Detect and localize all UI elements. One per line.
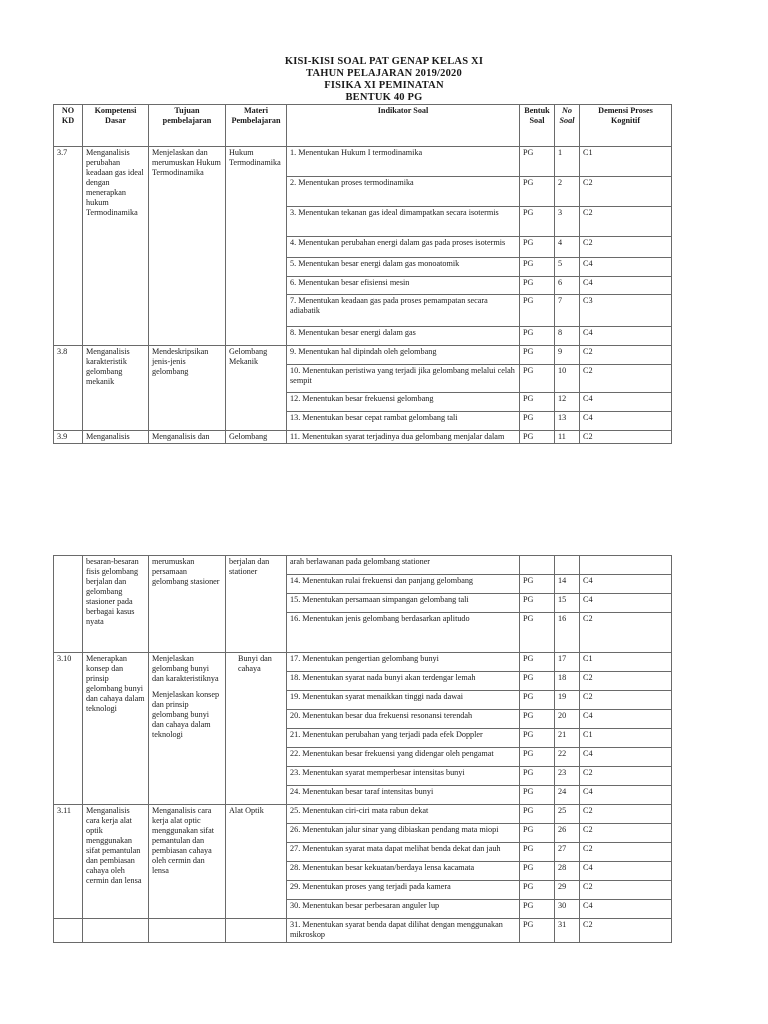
- header-indikator: Indikator Soal: [287, 105, 520, 147]
- table-row: [54, 805, 672, 824]
- kd-number: [54, 556, 83, 653]
- dimensi-cell: C4: [580, 748, 672, 767]
- bentuk-cell: PG: [520, 710, 555, 729]
- dimensi-cell: C2: [580, 767, 672, 786]
- dimensi-cell: C2: [580, 805, 672, 824]
- indikator-cell: 31. Menentukan syarat benda dapat dilihat dengan menggunakan mikroskop: [287, 919, 520, 943]
- no-soal-cell: 31: [555, 919, 580, 943]
- kisi-table-page-1: [53, 104, 672, 444]
- title-line-2: TAHUN PELAJARAN 2019/2020: [306, 68, 462, 79]
- indikator-cell: 8. Menentukan besar energi dalam gas: [287, 327, 520, 346]
- header-no-kd: NO KD: [54, 105, 83, 147]
- indikator-cell: 5. Menentukan besar energi dalam gas monoatomik: [287, 258, 520, 277]
- no-soal-cell: 14: [555, 575, 580, 594]
- bentuk-cell: PG: [520, 147, 555, 177]
- dimensi-cell: C2: [580, 881, 672, 900]
- no-soal-cell: 22: [555, 748, 580, 767]
- bentuk-cell: PG: [520, 594, 555, 613]
- no-soal-cell: 12: [555, 393, 580, 412]
- indikator-cell: 6. Menentukan besar efisiensi mesin: [287, 277, 520, 295]
- kompetensi-cell: besaran-besaran fisis gelombang berjalan dan gelombang stasioner pada berbagai kasus nyata: [83, 556, 149, 653]
- bentuk-cell: PG: [520, 258, 555, 277]
- bentuk-cell: PG: [520, 824, 555, 843]
- tujuan-cell: [149, 919, 226, 943]
- bentuk-cell: PG: [520, 900, 555, 919]
- kompetensi-cell: Menganalisis: [83, 431, 149, 444]
- dimensi-cell: C4: [580, 710, 672, 729]
- tujuan-text-2: Menjelaskan konsep dan prinsip gelombang bunyi dan cahaya dalam teknologi: [152, 690, 220, 739]
- indikator-cell: 1. Menentukan Hukum I termodinamika: [287, 147, 520, 177]
- dimensi-cell: C4: [580, 594, 672, 613]
- tujuan-text-1: Menjelaskan gelombang bunyi dan karakteristiknya: [152, 654, 219, 683]
- dimensi-cell: C4: [580, 862, 672, 881]
- materi-cell: Gelombang Mekanik: [226, 346, 287, 431]
- no-soal-cell: 25: [555, 805, 580, 824]
- bentuk-cell: PG: [520, 672, 555, 691]
- dimensi-cell: C2: [580, 431, 672, 444]
- indikator-cell: 28. Menentukan besar kekuatan/berdaya lensa kacamata: [287, 862, 520, 881]
- bentuk-cell: PG: [520, 177, 555, 207]
- indikator-cell: arah berlawanan pada gelombang stationer: [287, 556, 520, 575]
- indikator-cell: 7. Menentukan keadaan gas pada proses pemampatan secara adiabatik: [287, 295, 520, 327]
- materi-cell: berjalan dan stationer: [226, 556, 287, 653]
- indikator-cell: 4. Menentukan perubahan energi dalam gas pada proses isotermis: [287, 237, 520, 258]
- tujuan-cell: Menjelaskan dan merumuskan Hukum Termodinamika: [149, 147, 226, 346]
- no-soal-cell: 7: [555, 295, 580, 327]
- indikator-cell: 23. Menentukan syarat memperbesar intensitas bunyi: [287, 767, 520, 786]
- bentuk-cell: PG: [520, 431, 555, 444]
- tujuan-cell: Menganalisis dan: [149, 431, 226, 444]
- kompetensi-cell: Menganalisis cara kerja alat optik menggunakan sifat pemantulan dan pembiasan cahaya oleh cermin dan lensa: [83, 805, 149, 919]
- dimensi-cell: C4: [580, 900, 672, 919]
- dimensi-cell: C2: [580, 613, 672, 653]
- materi-cell: Bunyi dan cahaya: [226, 653, 287, 805]
- title-line-3: FISIKA XI PEMINATAN: [324, 80, 444, 91]
- materi-cell: Alat Optik: [226, 805, 287, 919]
- bentuk-cell: PG: [520, 786, 555, 805]
- indikator-cell: 2. Menentukan proses termodinamika: [287, 177, 520, 207]
- bentuk-cell: [520, 556, 555, 575]
- no-soal-cell: 6: [555, 277, 580, 295]
- materi-cell: Hukum Termodinamika: [226, 147, 287, 346]
- indikator-cell: 14. Menentukan rulai frekuensi dan panjang gelombang: [287, 575, 520, 594]
- bentuk-cell: PG: [520, 767, 555, 786]
- tujuan-cell: merumuskan persamaan gelombang stasioner: [149, 556, 226, 653]
- no-soal-cell: 18: [555, 672, 580, 691]
- header-no-soal: No Soal: [555, 105, 580, 147]
- kd-number: [54, 919, 83, 943]
- indikator-cell: 15. Menentukan persamaan simpangan gelombang tali: [287, 594, 520, 613]
- indikator-cell: 9. Menentukan hal dipindah oleh gelombang: [287, 346, 520, 365]
- bentuk-cell: PG: [520, 729, 555, 748]
- no-soal-cell: 23: [555, 767, 580, 786]
- no-soal-cell: 19: [555, 691, 580, 710]
- table-row: [54, 919, 672, 943]
- no-soal-cell: 21: [555, 729, 580, 748]
- kd-number: 3.10: [54, 653, 83, 805]
- kompetensi-cell: [83, 919, 149, 943]
- indikator-cell: 18. Menentukan syarat nada bunyi akan terdengar lemah: [287, 672, 520, 691]
- dimensi-cell: C2: [580, 919, 672, 943]
- bentuk-cell: PG: [520, 277, 555, 295]
- no-soal-cell: 10: [555, 365, 580, 393]
- bentuk-cell: PG: [520, 346, 555, 365]
- bentuk-cell: PG: [520, 207, 555, 237]
- no-soal-cell: 27: [555, 843, 580, 862]
- table-row: [54, 556, 672, 575]
- no-soal-cell: 3: [555, 207, 580, 237]
- dimensi-cell: C2: [580, 365, 672, 393]
- materi-cell: Gelombang: [226, 431, 287, 444]
- indikator-cell: 21. Menentukan perubahan yang terjadi pada efek Doppler: [287, 729, 520, 748]
- dimensi-cell: C2: [580, 237, 672, 258]
- table-row: [54, 147, 672, 177]
- dimensi-cell: C2: [580, 672, 672, 691]
- kd-number: 3.8: [54, 346, 83, 431]
- kompetensi-cell: Menganalisis karakteristik gelombang mekanik: [83, 346, 149, 431]
- table-header-row: [54, 105, 672, 147]
- bentuk-cell: PG: [520, 412, 555, 431]
- title-line-1: KISI-KISI SOAL PAT GENAP KELAS XI: [284, 56, 484, 67]
- indikator-cell: 11. Menentukan syarat terjadinya dua gelombang menjalar dalam: [287, 431, 520, 444]
- no-soal-cell: 13: [555, 412, 580, 431]
- kd-number: 3.11: [54, 805, 83, 919]
- bentuk-cell: PG: [520, 862, 555, 881]
- bentuk-cell: PG: [520, 613, 555, 653]
- bentuk-cell: PG: [520, 691, 555, 710]
- indikator-cell: 20. Menentukan besar dua frekuensi resonansi terendah: [287, 710, 520, 729]
- dimensi-cell: C1: [580, 147, 672, 177]
- dimensi-cell: [580, 556, 672, 575]
- bentuk-cell: PG: [520, 748, 555, 767]
- no-soal-cell: 8: [555, 327, 580, 346]
- bentuk-cell: PG: [520, 237, 555, 258]
- indikator-cell: 22. Menentukan besar frekuensi yang didengar oleh pengamat: [287, 748, 520, 767]
- dimensi-cell: C4: [580, 786, 672, 805]
- indikator-cell: 24. Menentukan besar taraf intensitas bunyi: [287, 786, 520, 805]
- kd-number: 3.7: [54, 147, 83, 346]
- no-soal-cell: [555, 556, 580, 575]
- bentuk-cell: PG: [520, 365, 555, 393]
- dimensi-cell: C4: [580, 327, 672, 346]
- tujuan-cell: Menganalisis cara kerja alat optic menggunakan sifat pemantulan dan pembiasan cahaya oleh cermin dan lensa: [149, 805, 226, 919]
- no-soal-cell: 11: [555, 431, 580, 444]
- table-row: [54, 431, 672, 444]
- bentuk-cell: PG: [520, 805, 555, 824]
- dimensi-cell: C4: [580, 412, 672, 431]
- table-row: [54, 346, 672, 365]
- title-line-4: BENTUK 40 PG: [345, 92, 423, 103]
- bentuk-cell: PG: [520, 653, 555, 672]
- dimensi-cell: C2: [580, 177, 672, 207]
- dimensi-cell: C4: [580, 277, 672, 295]
- dimensi-cell: C4: [580, 393, 672, 412]
- dimensi-cell: C3: [580, 295, 672, 327]
- dimensi-cell: C1: [580, 729, 672, 748]
- no-soal-cell: 26: [555, 824, 580, 843]
- indikator-cell: 12. Menentukan besar frekuensi gelombang: [287, 393, 520, 412]
- kompetensi-cell: Menganalisis perubahan keadaan gas ideal dengan menerapkan hukum Termodinamika: [83, 147, 149, 346]
- indikator-cell: 25. Menentukan ciri-ciri mata rabun dekat: [287, 805, 520, 824]
- kompetensi-cell: Menerapkan konsep dan prinsip gelombang bunyi dan cahaya dalam teknologi: [83, 653, 149, 805]
- tujuan-cell: [149, 653, 226, 805]
- bentuk-cell: PG: [520, 393, 555, 412]
- bentuk-cell: PG: [520, 327, 555, 346]
- bentuk-cell: PG: [520, 843, 555, 862]
- bentuk-cell: PG: [520, 881, 555, 900]
- dimensi-cell: C4: [580, 575, 672, 594]
- bentuk-cell: PG: [520, 295, 555, 327]
- no-soal-cell: 15: [555, 594, 580, 613]
- indikator-cell: 26. Menentukan jalur sinar yang dibiaskan pendang mata miopi: [287, 824, 520, 843]
- dimensi-cell: C2: [580, 346, 672, 365]
- no-soal-cell: 2: [555, 177, 580, 207]
- no-soal-cell: 20: [555, 710, 580, 729]
- no-soal-cell: 9: [555, 346, 580, 365]
- header-tujuan: Tujuan pembelajaran: [149, 105, 226, 147]
- indikator-cell: 10. Menentukan peristiwa yang terjadi jika gelombang melalui celah sempit: [287, 365, 520, 393]
- dimensi-cell: C2: [580, 843, 672, 862]
- bentuk-cell: PG: [520, 575, 555, 594]
- indikator-cell: 16. Menentukan jenis gelombang berdasarkan aplitudo: [287, 613, 520, 653]
- dimensi-cell: C1: [580, 653, 672, 672]
- indikator-cell: 30. Menentukan besar perbesaran anguler lup: [287, 900, 520, 919]
- no-soal-cell: 28: [555, 862, 580, 881]
- indikator-cell: 29. Menentukan proses yang terjadi pada kamera: [287, 881, 520, 900]
- indikator-cell: 19. Menentukan syarat menaikkan tinggi nada dawai: [287, 691, 520, 710]
- tujuan-cell: Mendeskripsikan jenis-jenis gelombang: [149, 346, 226, 431]
- no-soal-cell: 29: [555, 881, 580, 900]
- indikator-cell: 13. Menentukan besar cepat rambat gelombang tali: [287, 412, 520, 431]
- kisi-table-page-2: [53, 555, 672, 943]
- indikator-cell: 17. Menentukan pengertian gelombang bunyi: [287, 653, 520, 672]
- kd-number: 3.9: [54, 431, 83, 444]
- no-soal-cell: 4: [555, 237, 580, 258]
- dimensi-cell: C2: [580, 824, 672, 843]
- indikator-cell: 3. Menentukan tekanan gas ideal dimampatkan secara isotermis: [287, 207, 520, 237]
- dimensi-cell: C4: [580, 258, 672, 277]
- dimensi-cell: C2: [580, 691, 672, 710]
- materi-cell: [226, 919, 287, 943]
- no-soal-cell: 17: [555, 653, 580, 672]
- header-dimensi: Demensi Proses Kognitif: [580, 105, 672, 147]
- no-soal-cell: 1: [555, 147, 580, 177]
- header-bentuk: Bentuk Soal: [520, 105, 555, 147]
- indikator-cell: 27. Menentukan syarat mata dapat melihat benda dekat dan jauh: [287, 843, 520, 862]
- dimensi-cell: C2: [580, 207, 672, 237]
- header-materi: Materi Pembelajaran: [226, 105, 287, 147]
- header-kompetensi: Kompetensi Dasar: [83, 105, 149, 147]
- bentuk-cell: PG: [520, 919, 555, 943]
- no-soal-cell: 16: [555, 613, 580, 653]
- no-soal-cell: 5: [555, 258, 580, 277]
- no-soal-cell: 24: [555, 786, 580, 805]
- no-soal-cell: 30: [555, 900, 580, 919]
- table-row: [54, 653, 672, 672]
